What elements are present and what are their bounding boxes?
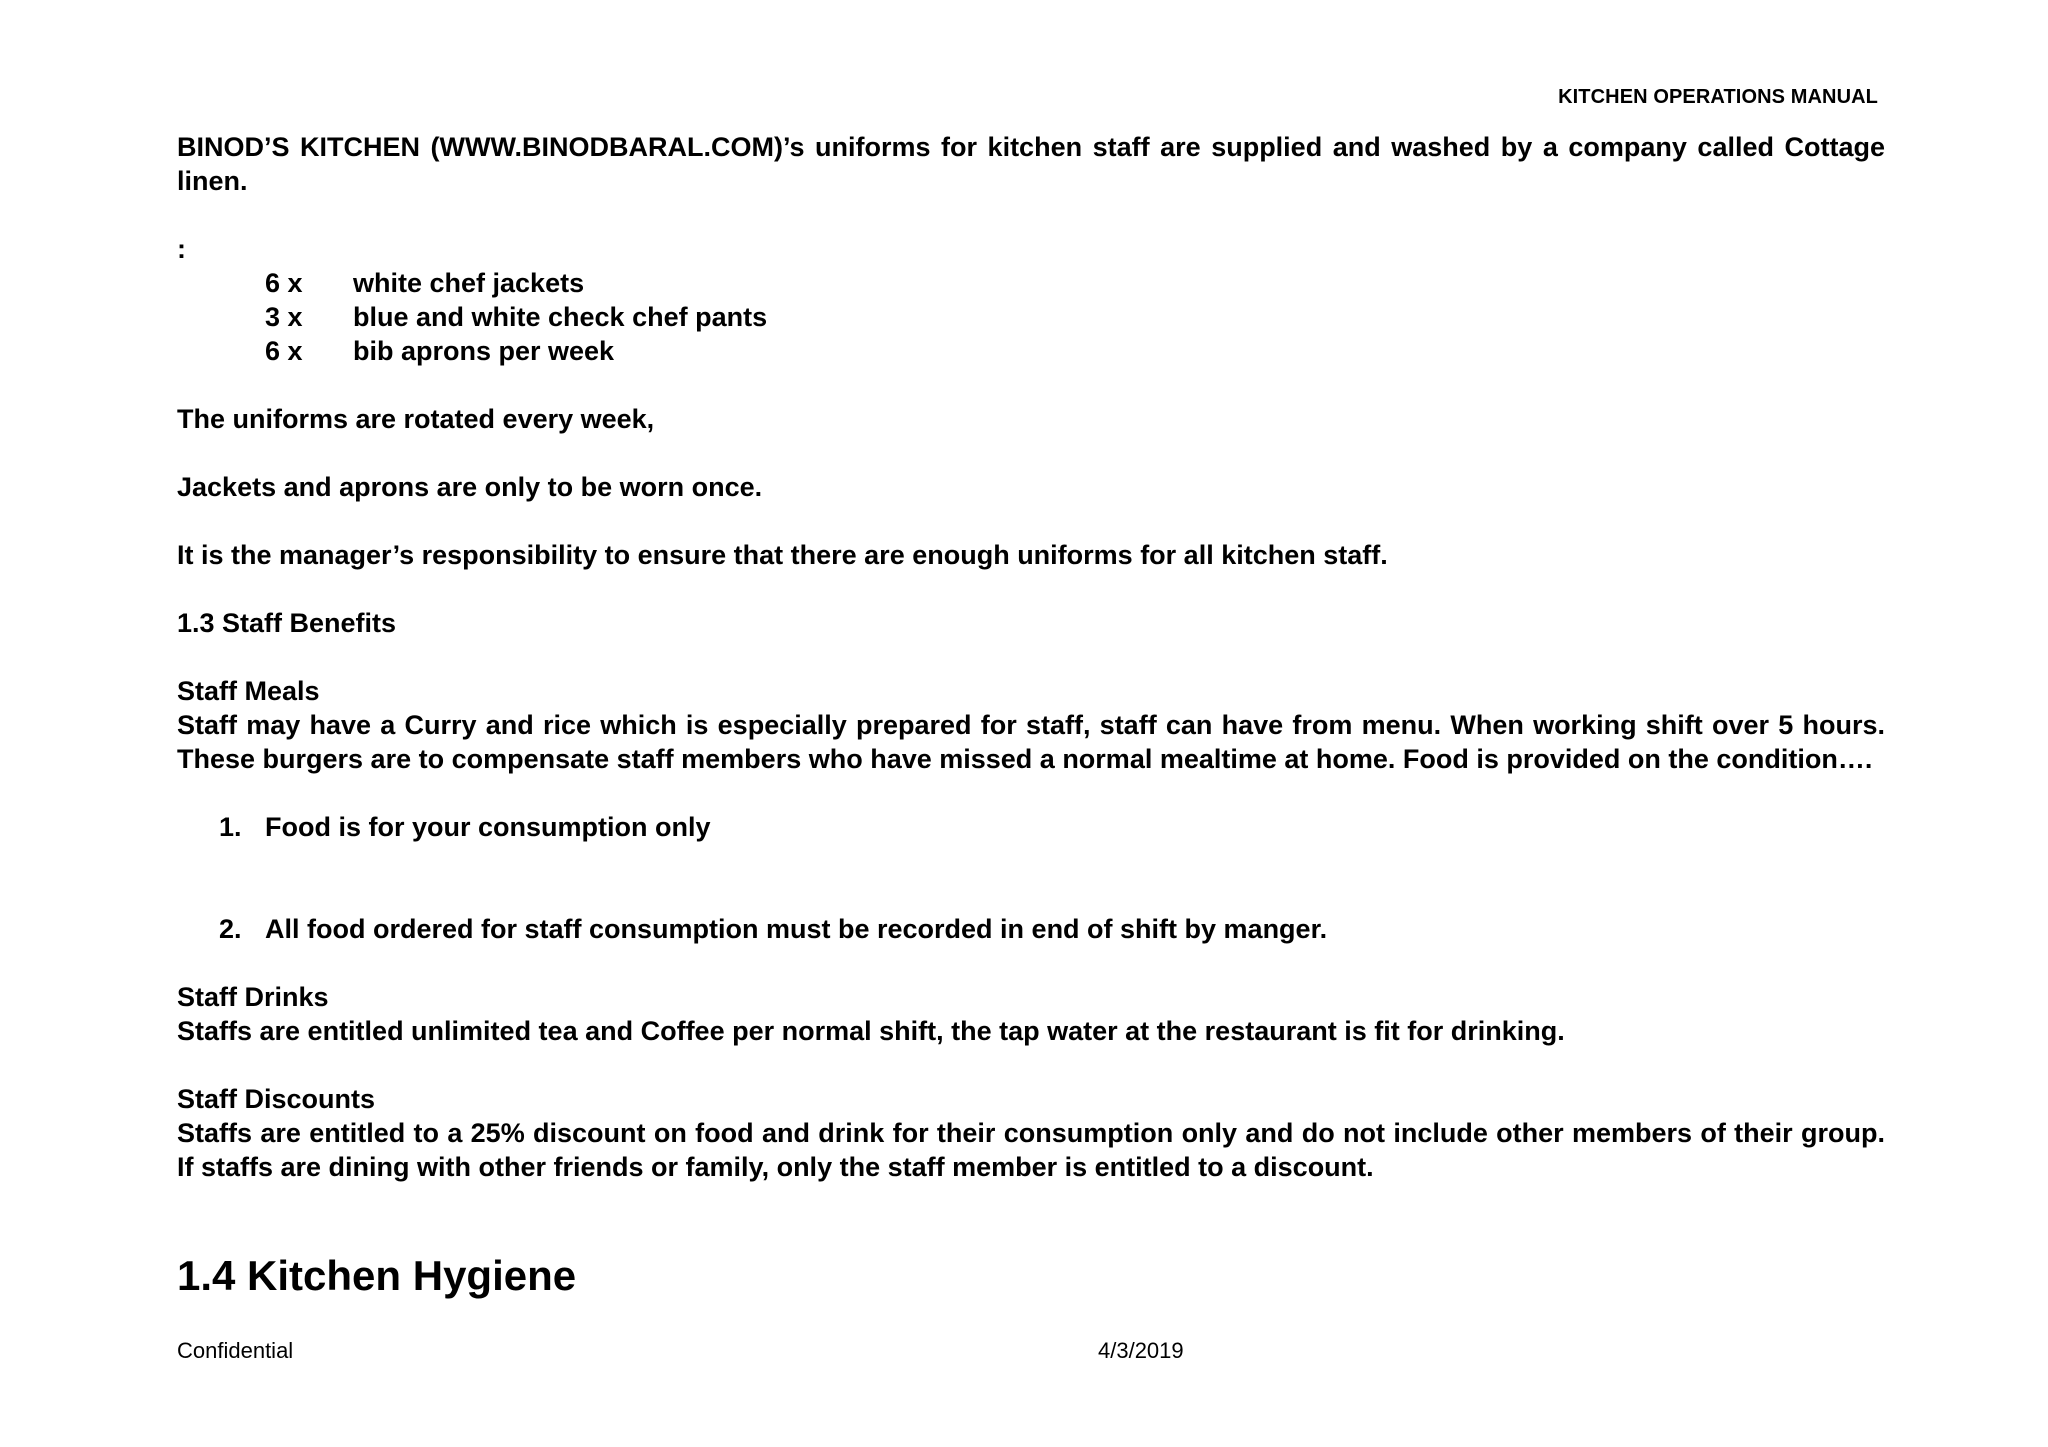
uniform-qty: 6 x [265,268,303,298]
section-heading: 1.4 Kitchen Hygiene [177,1252,577,1299]
spacer [177,844,1885,912]
uniform-item [177,266,1885,300]
benefits-heading: 1.3 Staff Benefits [177,608,397,638]
spacer [177,572,1885,606]
spacer [177,198,1885,232]
manager-rule-text: It is the manager’s responsibility to ensure that there are enough uniforms for all kitchen staff. [177,540,1388,570]
discounts-title: Staff Discounts [177,1084,376,1114]
uniform-description: bib aprons per week [353,336,615,366]
jackets-rule-text: Jackets and aprons are only to be worn once. [177,472,763,502]
uniform-qty: 6 x [265,336,303,366]
list-item [177,810,1885,844]
document-body [177,130,1885,1184]
spacer [177,1048,1885,1082]
meal-conditions-list [177,810,1885,946]
spacer [177,776,1885,810]
uniform-description: blue and white check chef pants [353,302,768,332]
uniform-qty: 3 x [265,302,303,332]
footer-confidential: Confidential [177,1338,294,1363]
drinks-body: Staffs are entitled unlimited tea and Coffee per normal shift, the tap water at the restaurant is fit for drinking. [177,1016,1565,1046]
running-header: KITCHEN OPERATIONS MANUAL [1558,86,1878,108]
footer-date: 4/3/2019 [1098,1338,1184,1363]
meals-title: Staff Meals [177,676,320,706]
uniform-description: white chef jackets [353,268,585,298]
spacer [177,946,1885,980]
spacer [177,504,1885,538]
discounts-body: Staffs are entitled to a 25% discount on food and drink for their consumption only and do not include other members of their group. If staffs are dining with other friends or family, only the staff member is entitled to a discount. [177,1118,1885,1182]
list-item-text: Food is for your consumption only [265,812,711,842]
uniform-item [177,300,1885,334]
uniform-list [177,266,1885,368]
list-marker: 1. [219,812,242,842]
rotation-text: The uniforms are rotated every week, [177,404,655,434]
spacer [177,368,1885,402]
drinks-title: Staff Drinks [177,982,329,1012]
list-colon: : [177,234,186,264]
spacer [177,436,1885,470]
list-marker: 2. [219,914,242,944]
list-item [177,912,1885,946]
intro-paragraph: BINOD’S KITCHEN (WWW.BINODBARAL.COM)’s uniforms for kitchen staff are supplied and washed by a company called Cottage linen. [177,132,1885,196]
spacer [177,640,1885,674]
list-item-text: All food ordered for staff consumption must be recorded in end of shift by manger. [265,914,1328,944]
meals-body: Staff may have a Curry and rice which is especially prepared for staff, staff can have from menu. When working shift over 5 hours. These burgers are to compensate staff members who have missed a normal mealtime at home. Food is provided on the condition…. [177,710,1885,774]
uniform-item [177,334,1885,368]
